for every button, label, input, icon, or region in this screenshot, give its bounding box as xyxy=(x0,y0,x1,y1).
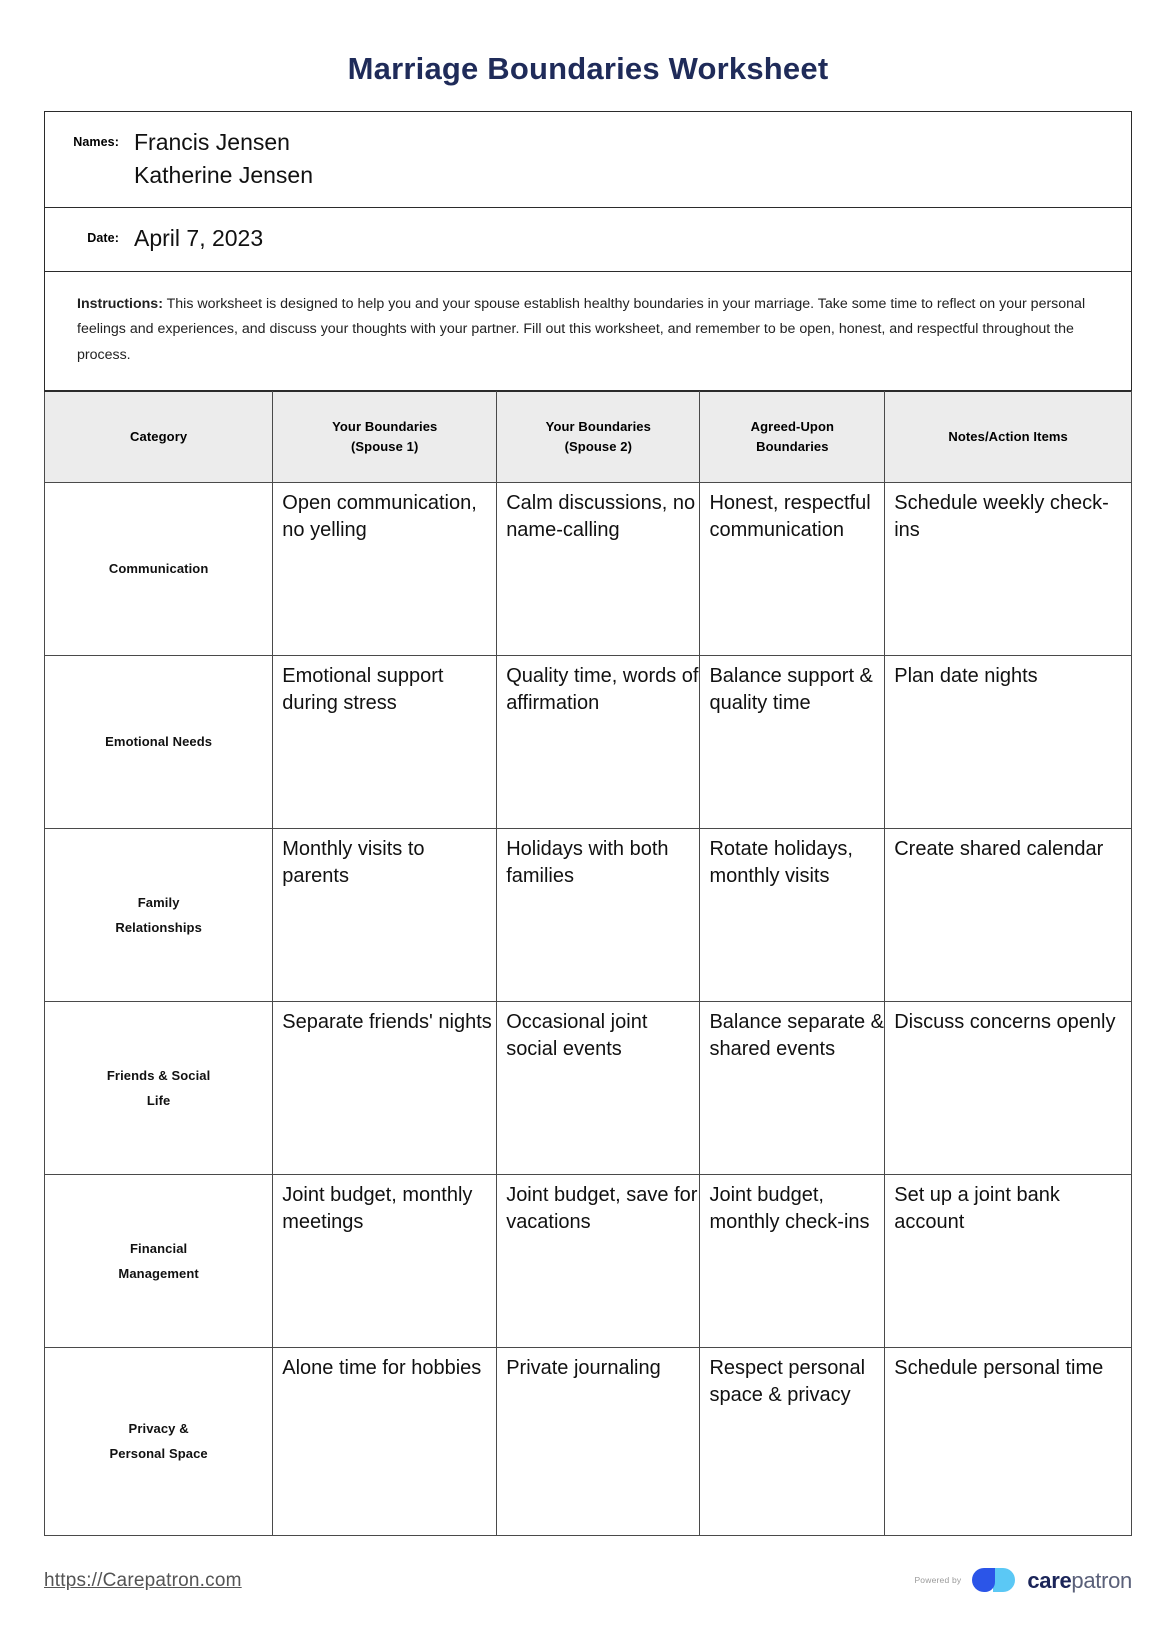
cell-category xyxy=(45,482,273,655)
category-label-line: Family xyxy=(137,894,180,910)
table-row xyxy=(45,1174,1132,1347)
cell-notes-action-items[interactable]: Plan date nights xyxy=(885,655,1132,828)
cell-spouse-1-boundaries[interactable]: Emotional support during stress xyxy=(273,655,497,828)
cell-agreed-boundaries[interactable]: Rotate holidays, monthly visits xyxy=(700,828,885,1001)
cell-notes-action-items[interactable]: Discuss concerns openly xyxy=(885,1001,1132,1174)
cell-spouse-2-boundaries[interactable]: Private journaling xyxy=(497,1347,700,1535)
carepatron-logo-icon xyxy=(971,1566,1017,1596)
cell-category xyxy=(45,1174,273,1347)
category-label-line: Financial xyxy=(130,1240,188,1256)
category-label-line: Communication xyxy=(108,561,209,577)
cell-spouse-1-boundaries[interactable]: Open communication, no yelling xyxy=(273,482,497,655)
table-row xyxy=(45,1347,1132,1535)
boundaries-table xyxy=(44,391,1132,1536)
cell-spouse-2-boundaries[interactable]: Holidays with both families xyxy=(497,828,700,1001)
cell-agreed-boundaries[interactable]: Joint budget, monthly check-ins xyxy=(700,1174,885,1347)
cell-notes-action-items[interactable]: Schedule personal time xyxy=(885,1347,1132,1535)
cell-spouse-2-boundaries[interactable]: Calm discussions, no name-calling xyxy=(497,482,700,655)
page-title: Marriage Boundaries Worksheet xyxy=(347,51,829,86)
date-row xyxy=(45,208,1131,272)
cell-category xyxy=(45,1347,273,1535)
instructions-body: This worksheet is designed to help you and your spouse establish healthy boundaries in your marriage. Take some time to reflect on your personal feelings and experiences, and discuss your thoughts with your partner. Fill out this worksheet, and remember to be open, honest, and respectful throughout the process. xyxy=(77,296,1086,363)
category-label-line: Emotional Needs xyxy=(105,734,213,750)
brand-word-patron: patron xyxy=(1071,1568,1132,1593)
table-row xyxy=(45,828,1132,1001)
category-label-line: Privacy & xyxy=(128,1421,189,1437)
page-footer xyxy=(44,1566,1132,1596)
cell-spouse-2-boundaries[interactable]: Occasional joint social events xyxy=(497,1001,700,1174)
column-header-agreed xyxy=(700,391,885,482)
info-frame xyxy=(44,111,1132,391)
cell-agreed-boundaries[interactable]: Balance separate & shared events xyxy=(700,1001,885,1174)
category-label-line: Management xyxy=(118,1265,199,1281)
cell-notes-action-items[interactable]: Schedule weekly check-ins xyxy=(885,482,1132,655)
cell-spouse-1-boundaries[interactable]: Monthly visits to parents xyxy=(273,828,497,1001)
column-header-notes xyxy=(885,391,1132,482)
cell-category xyxy=(45,828,273,1001)
category-label-line: Life xyxy=(146,1092,171,1108)
carepatron-url-link[interactable]: https://Carepatron.com xyxy=(44,1570,242,1591)
powered-by-label: Powered by xyxy=(914,1575,962,1585)
table-row xyxy=(45,1001,1132,1174)
table-header-row xyxy=(45,391,1132,482)
column-header-spouse-2 xyxy=(497,391,700,482)
column-header-line: (Spouse 2) xyxy=(564,438,633,454)
table-row xyxy=(45,655,1132,828)
cell-spouse-1-boundaries[interactable]: Joint budget, monthly meetings xyxy=(273,1174,497,1347)
column-header-line: (Spouse 1) xyxy=(350,438,419,454)
table-head xyxy=(45,391,1132,482)
column-header-category xyxy=(45,391,273,482)
date-value: April 7, 2023 xyxy=(134,225,264,252)
table-row xyxy=(45,482,1132,655)
cell-notes-action-items[interactable]: Create shared calendar xyxy=(885,828,1132,1001)
column-header-line: Category xyxy=(130,428,188,444)
column-header-line: Notes/Action Items xyxy=(948,428,1068,444)
cell-spouse-1-boundaries[interactable]: Separate friends' nights xyxy=(273,1001,497,1174)
name-spouse-2: Katherine Jensen xyxy=(134,161,314,188)
cell-agreed-boundaries[interactable]: Honest, respectful communication xyxy=(700,482,885,655)
names-label: Names: xyxy=(73,135,119,150)
cell-agreed-boundaries[interactable]: Respect personal space & privacy xyxy=(700,1347,885,1535)
column-header-line: Boundaries xyxy=(756,438,829,454)
cell-spouse-2-boundaries[interactable]: Quality time, words of affirmation xyxy=(497,655,700,828)
column-header-spouse-1 xyxy=(273,391,497,482)
carepatron-branding xyxy=(914,1566,1132,1596)
instructions-text xyxy=(77,292,1099,368)
category-label-line: Personal Space xyxy=(109,1446,208,1462)
name-spouse-1: Francis Jensen xyxy=(134,129,290,156)
brand-word-care: care xyxy=(1027,1568,1072,1593)
column-header-line: Your Boundaries xyxy=(545,418,651,434)
cell-notes-action-items[interactable]: Set up a joint bank account xyxy=(885,1174,1132,1347)
cell-category xyxy=(45,1001,273,1174)
instructions-label: Instructions: xyxy=(77,296,163,313)
date-label: Date: xyxy=(87,231,119,246)
carepatron-wordmark xyxy=(1027,1570,1132,1592)
table-body xyxy=(45,482,1132,1535)
names-value xyxy=(119,126,1131,191)
names-row xyxy=(45,112,1131,208)
column-header-line: Your Boundaries xyxy=(332,418,438,434)
cell-agreed-boundaries[interactable]: Balance support & quality time xyxy=(700,655,885,828)
instructions-row xyxy=(45,272,1131,391)
cell-spouse-2-boundaries[interactable]: Joint budget, save for vacations xyxy=(497,1174,700,1347)
cell-category xyxy=(45,655,273,828)
category-label-line: Friends & Social xyxy=(106,1067,211,1083)
category-label-line: Relationships xyxy=(115,919,202,935)
cell-spouse-1-boundaries[interactable]: Alone time for hobbies xyxy=(273,1347,497,1535)
column-header-line: Agreed-Upon xyxy=(750,418,835,434)
